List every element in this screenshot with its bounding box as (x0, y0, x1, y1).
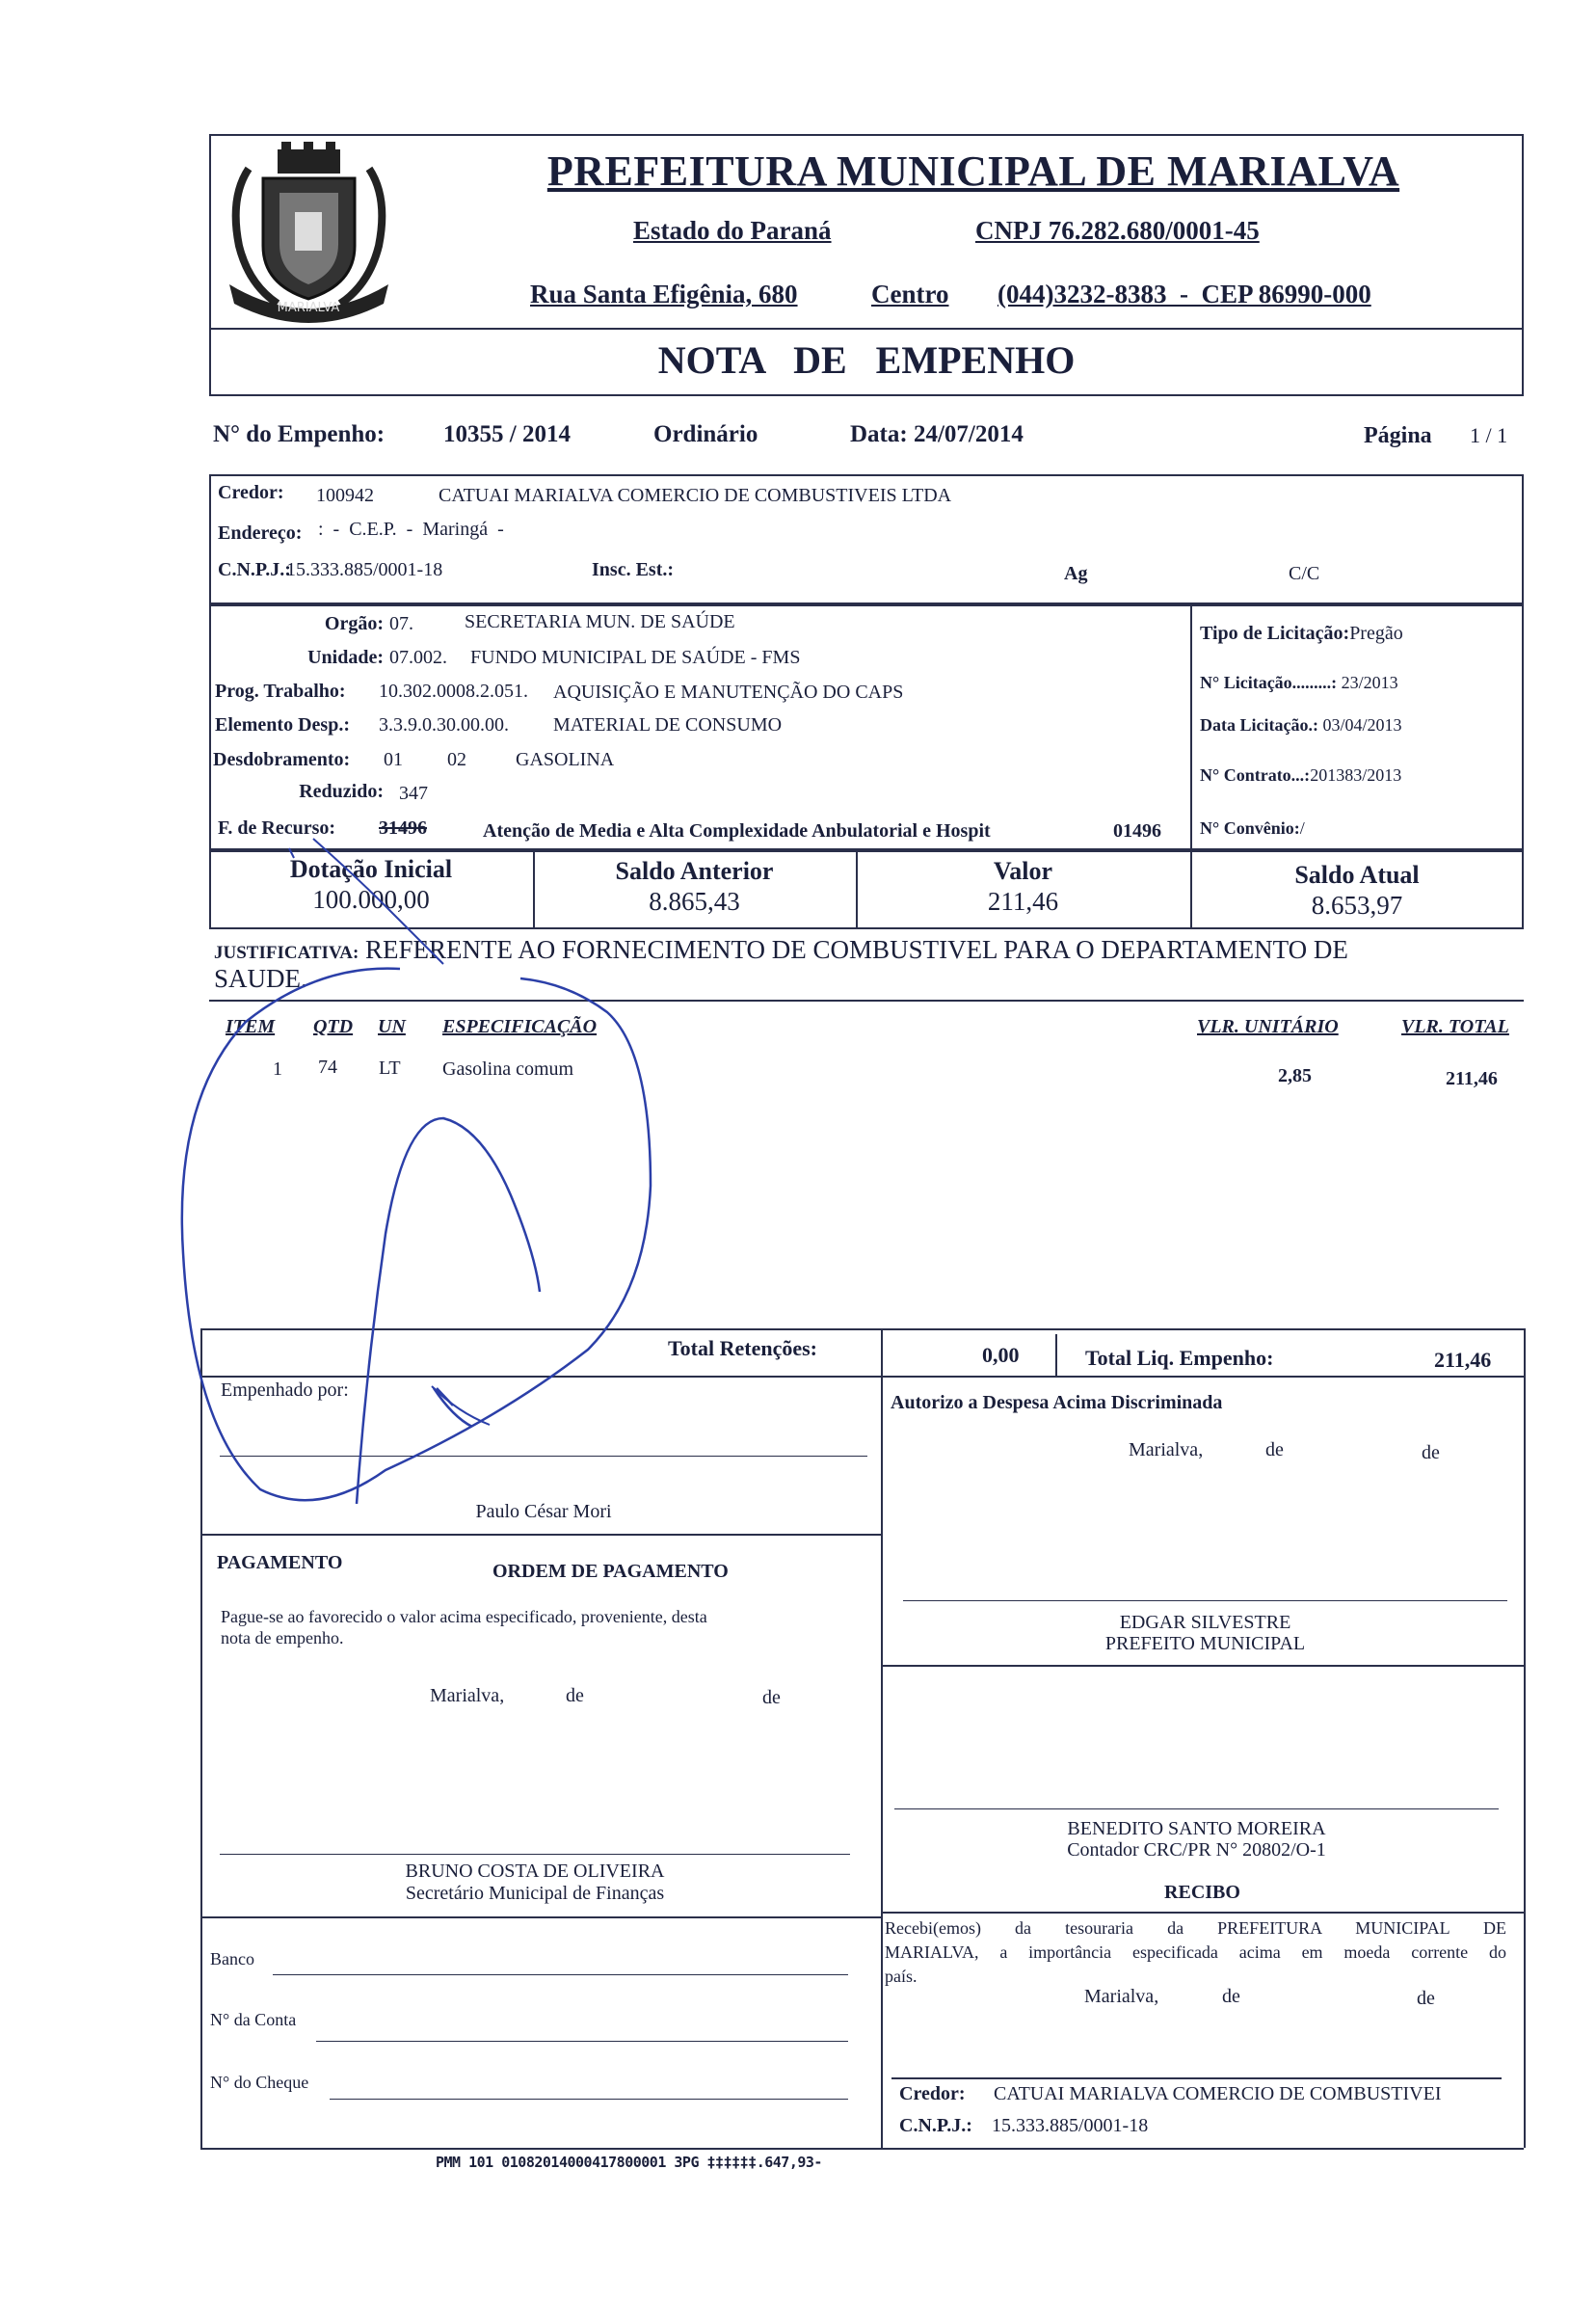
lower-bottom (200, 2148, 1524, 2150)
banco-label: Banco (210, 1949, 254, 1968)
convenio-value: / (1299, 818, 1305, 838)
empenhado-bottom (200, 1534, 881, 1536)
secretario-bottom (200, 1916, 881, 1918)
dotacao-label: Dotação Inicial (289, 855, 453, 883)
credor-code: 100942 (316, 485, 374, 506)
unidade-name: FUNDO MUNICIPAL DE SAÚDE - FMS (470, 647, 801, 668)
row-espec: Gasolina comum (442, 1058, 574, 1080)
liq-value: 211,46 (1434, 1348, 1492, 1372)
empenho-number-label: N° do Empenho: (213, 421, 386, 447)
recibo-credor-name: CATUAI MARIALVA COMERCIO DE COMBUSTIVEI (994, 2083, 1442, 2104)
col-unit: VLR. UNITÁRIO (1197, 1016, 1339, 1037)
desd-b: 02 (447, 749, 466, 770)
credor-name: CATUAI MARIALVA COMERCIO DE COMBUSTIVEIS LTDA (439, 485, 952, 506)
unidade-label: Unidade: (307, 647, 384, 668)
recibo-credor-label: Credor: (899, 2083, 966, 2104)
saldo-atual-value: 8.653,97 (1311, 891, 1403, 920)
conta-line (316, 2041, 848, 2042)
orgao-label: Orgão: (324, 613, 384, 634)
prog-code: 10.302.0008.2.051. (379, 681, 528, 702)
secretario-name: BRUNO COSTA DE OLIVEIRA (405, 1861, 665, 1882)
conta-label: N° da Conta (210, 2010, 297, 2029)
recibo-line-2: MARIALVA, a importância especificada acima em moeda corrente do (885, 1942, 1506, 1962)
convenio-label-text: N° Convênio: (1200, 818, 1300, 838)
empenho-number: 10355 / 2014 (443, 421, 571, 447)
empenho-type: Ordinário (653, 421, 758, 447)
recibo-line-1: Recebi(emos) da tesouraria da PREFEITURA MUNICIPAL DE (885, 1918, 1506, 1938)
recibo-cnpj: 15.333.885/0001-18 (992, 2115, 1149, 2136)
recibo-de-2: de (1417, 1988, 1435, 2009)
unidade-code: 07.002. (389, 647, 447, 668)
contrato-label-text: N° Contrato...: (1200, 765, 1311, 785)
orgao-code: 07. (389, 613, 413, 634)
valor-label: Valor (993, 857, 1053, 885)
prefeitura-title: PREFEITURA MUNICIPAL DE MARIALVA (546, 147, 1400, 195)
credor-sig-top (891, 2077, 1502, 2079)
orgao-name: SECRETARIA MUN. DE SAÚDE (465, 611, 735, 632)
justificativa-text: REFERENTE AO FORNECIMENTO DE COMBUSTIVEL PARA O DEPARTAMENTO DE (365, 935, 1348, 964)
empenhado-line (220, 1456, 867, 1457)
fonte-code: 31496 (379, 817, 427, 839)
recibo-line-3: país. (885, 1967, 918, 1986)
pagamento-de-2: de (762, 1687, 781, 1708)
prefeito-bottom (881, 1665, 1524, 1667)
reduzido-value: 347 (399, 783, 428, 804)
elem-code: 3.3.9.0.30.00.00. (379, 714, 509, 736)
saldo-anterior-value: 8.865,43 (649, 887, 740, 916)
recibo-de-1: de (1222, 1986, 1240, 2007)
desd-a: 01 (384, 749, 403, 770)
tipo-licitacao-label (1200, 623, 1403, 645)
svg-text:MARIALVA: MARIALVA (277, 301, 340, 315)
justificativa-line-1 (214, 935, 1348, 965)
contador-role: Contador CRC/PR N° 20802/O-1 (1067, 1839, 1326, 1861)
outer-left (200, 1328, 202, 2148)
col-total: VLR. TOTAL (1401, 1016, 1509, 1037)
address-label: Endereço: (218, 522, 303, 544)
banco-line (273, 1974, 848, 1975)
pagamento-text-2: nota de empenho. (221, 1628, 344, 1647)
justificativa-label: JUSTIFICATIVA: (214, 943, 359, 963)
fonte-name: Atenção de Media e Alta Complexidade Anbulatorial e Hospit (483, 820, 991, 842)
justificativa-line-2: SAUDE. (214, 964, 307, 993)
credor-address: : - C.E.P. - Maringá - (318, 519, 504, 540)
header-phone-cep: (044)3232-8383 - CEP 86990-000 (998, 280, 1371, 308)
ordem-label: ORDEM DE PAGAMENTO (492, 1561, 729, 1582)
secretario-line (220, 1854, 850, 1855)
empenhado-label: Empenhado por: (221, 1379, 349, 1401)
autorizo-de-1: de (1265, 1439, 1284, 1460)
licitacao-num-label (1200, 673, 1398, 693)
insc-label: Insc. Est.: (592, 559, 675, 580)
totals-bottom (200, 1376, 1524, 1378)
data-licitacao-label-text: Data Licitação.: (1200, 715, 1318, 735)
credor-cnpj: 15.333.885/0001-18 (286, 559, 443, 580)
fonte-num: 01496 (1113, 820, 1161, 842)
credor-label: Credor: (218, 482, 284, 503)
data-licitacao-label (1200, 715, 1401, 736)
licitacao-num-value: 23/2013 (1341, 673, 1398, 692)
row-un: LT (379, 1058, 401, 1079)
prog-label: Prog. Trabalho: (215, 681, 346, 702)
recibo-city: Marialva, (1084, 1986, 1159, 2007)
prefeito-name: EDGAR SILVESTRE (1119, 1612, 1291, 1633)
header-cnpj: CNPJ 76.282.680/0001-45 (975, 216, 1260, 245)
recibo-cnpj-label: C.N.P.J.: (899, 2115, 972, 2136)
credor-cnpj-label: C.N.P.J.: (218, 559, 291, 580)
pagamento-de-1: de (566, 1685, 584, 1706)
outer-right (1524, 1328, 1526, 2148)
cheque-label: N° do Cheque (210, 2073, 309, 2092)
desd-name: GASOLINA (516, 749, 615, 770)
row-total: 211,46 (1446, 1068, 1498, 1089)
row-unit: 2,85 (1278, 1065, 1312, 1086)
retencoes-value: 0,00 (982, 1343, 1020, 1367)
valor-value: 211,46 (987, 887, 1059, 916)
autorizo-de-2: de (1422, 1442, 1440, 1463)
col-un: UN (378, 1016, 406, 1037)
pagamento-city: Marialva, (430, 1685, 505, 1706)
recibo-title: RECIBO (1164, 1882, 1240, 1903)
contador-line (894, 1808, 1499, 1809)
justificativa-bottom (209, 1000, 1524, 1002)
elem-label: Elemento Desp.: (215, 714, 350, 736)
desd-label: Desdobramento: (213, 749, 351, 770)
prefeito-role: PREFEITO MUNICIPAL (1104, 1633, 1306, 1654)
liq-label: Total Liq. Empenho: (1085, 1346, 1274, 1370)
recibo-top (881, 1912, 1524, 1914)
autorizo-city: Marialva, (1129, 1439, 1204, 1460)
col-qtd: QTD (313, 1016, 354, 1037)
secretario-role: Secretário Municipal de Finanças (405, 1883, 665, 1904)
document-title: NOTA DE EMPENHO (657, 338, 1076, 382)
state-name: Estado do Paraná (633, 216, 832, 245)
cc-label: C/C (1289, 563, 1320, 584)
pagamento-label: PAGAMENTO (217, 1552, 343, 1573)
empenho-date: Data: 24/07/2014 (850, 421, 1024, 447)
autorizo-text: Autorizo a Despesa Acima Discriminada (891, 1392, 1223, 1413)
ag-label: Ag (1064, 563, 1088, 584)
col-espec: ESPECIFICAÇÃO (442, 1016, 598, 1037)
empenhado-name: Paulo César Mori (475, 1501, 612, 1522)
contrato-label (1200, 765, 1401, 786)
elem-name: MATERIAL DE CONSUMO (553, 714, 783, 736)
header-divider (209, 328, 1524, 330)
col-item: ITEM (226, 1016, 276, 1037)
contrato-value: 201383/2013 (1310, 765, 1402, 785)
prefeito-line (903, 1600, 1507, 1601)
saldo-anterior-label: Saldo Anterior (615, 857, 774, 885)
retencoes-label: Total Retenções: (668, 1336, 817, 1360)
prog-name: AQUISIÇÃO E MANUTENÇÃO DO CAPS (553, 682, 904, 703)
totals-top (200, 1328, 1524, 1330)
saldo-atual-label: Saldo Atual (1294, 861, 1420, 889)
tipo-licitacao-label-text: Tipo de Licitação: (1200, 623, 1350, 644)
tipo-licitacao-value: Pregão (1349, 623, 1403, 644)
budget-divider (1190, 604, 1192, 850)
reduzido-label: Reduzido: (299, 781, 384, 802)
footer-code: PMM 101 01082014000417800001 3PG ‡‡‡‡‡‡.647,93- (436, 2154, 822, 2171)
page-value: 1 / 1 (1470, 423, 1508, 447)
row-item: 1 (273, 1058, 282, 1080)
dotacao-value: 100.000,00 (312, 885, 430, 914)
cheque-line (330, 2099, 848, 2100)
page-label: Página (1364, 423, 1432, 448)
data-licitacao-value: 03/04/2013 (1322, 715, 1402, 735)
lower-mid (881, 1376, 883, 2148)
municipal-seal-icon (210, 140, 408, 323)
row-qtd: 74 (318, 1057, 337, 1078)
header-street: Rua Santa Efigênia, 680 (530, 280, 798, 308)
licitacao-num-label-text: N° Licitação.........: (1200, 673, 1338, 692)
totals-div-2 (1055, 1334, 1057, 1376)
fonte-label: F. de Recurso: (218, 817, 336, 839)
header-district: Centro (871, 280, 949, 308)
pagamento-text-1: Pague-se ao favorecido o valor acima especificado, proveniente, desta (221, 1607, 707, 1626)
totals-div-1 (881, 1328, 883, 1376)
convenio-label (1200, 818, 1305, 839)
contador-name: BENEDITO SANTO MOREIRA (1067, 1818, 1326, 1839)
